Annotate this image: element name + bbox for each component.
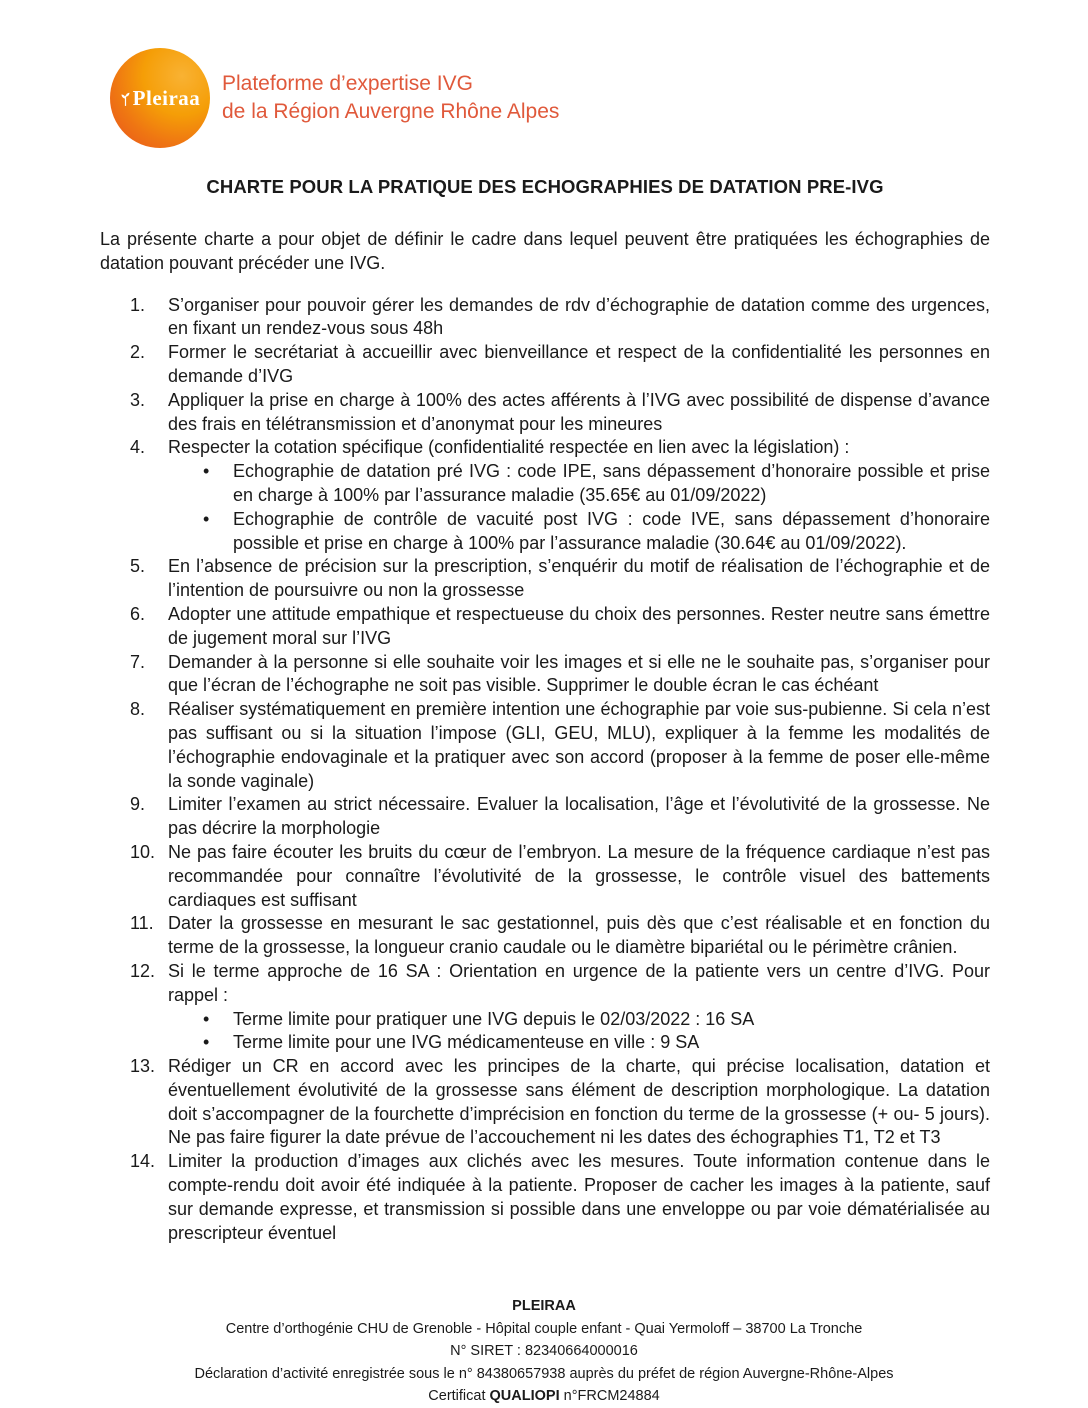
list-item-6	[100, 603, 990, 651]
item-number: 10.	[130, 841, 156, 862]
item-text: Limiter la production d’images aux clichés avec les mesures. Toute information contenue dans le compte-rendu doit avoir été indiquée à la patiente. Proposer de cacher les images à la patiente, sauf sur demande expresse, et transmission si possible dans une enveloppe ou par voie dématérialisée au prescripteur éventuel	[168, 1151, 990, 1243]
item-number: 8.	[130, 699, 146, 720]
sprout-icon	[120, 88, 131, 103]
item-number: 5.	[130, 556, 146, 577]
bullet-icon: •	[203, 461, 210, 482]
item-text: Appliquer la prise en charge à 100% des actes afférents à l’IVG avec possibilité de dispense d’avance des frais en télétransmission et d’anonymat pour les mineures	[168, 389, 990, 434]
bullet-icon: •	[203, 1008, 210, 1029]
item-text: Limiter l’examen au strict nécessaire. Evaluer la localisation, l’âge et l’évolutivité de la grossesse. Ne pas décrire la morphologie	[168, 794, 990, 839]
item-number: 14.	[130, 1151, 156, 1172]
footer-certificate-number: n°FRCM24884	[559, 1388, 660, 1405]
list-item-8	[100, 698, 990, 793]
item-text: Adopter une attitude empathique et respectueuse du choix des personnes. Rester neutre sans émettre de jugement moral sur l’IVG	[168, 603, 990, 648]
sub-item	[168, 460, 990, 508]
document-title: CHARTE POUR LA PRATIQUE DES ECHOGRAPHIES DE DATATION PRE-IVG	[206, 176, 884, 197]
sub-list	[168, 1008, 990, 1056]
logo-text: Pleiraa	[132, 85, 201, 110]
item-text: Demander à la personne si elle souhaite voir les images et si elle ne le souhaite pas, s’organiser pour que l’écran de l’échographe ne soit pas visible. Supprimer le double écran le cas échéant	[168, 651, 990, 696]
list-item-9	[100, 793, 990, 841]
sub-item-text: Echographie de contrôle de vacuité post IVG : code IVE, sans dépassement d’honoraire possible et prise en charge à 100% par l’assurance maladie (30.64€ au 01/09/2022).	[233, 508, 990, 553]
sub-item-text: Terme limite pour une IVG médicamenteuse en ville : 9 SA	[233, 1032, 700, 1053]
footer-org-name: PLEIRAA	[512, 1298, 576, 1315]
sub-list	[168, 460, 990, 555]
charter-list	[100, 294, 990, 1246]
intro-paragraph: La présente charte a pour objet de définir le cadre dans lequel peuvent être pratiquées les échographies de datation pouvant précéder une IVG.	[100, 229, 990, 273]
header	[0, 0, 1088, 150]
list-item-3	[100, 389, 990, 437]
footer-declaration: Déclaration d’activité enregistrée sous le n° 84380657938 auprès du préfet de région Auvergne-Rhône-Alpes	[194, 1365, 894, 1382]
list-item-12	[100, 960, 990, 1055]
item-number: 9.	[130, 794, 146, 815]
list-item-14	[100, 1150, 990, 1245]
tagline-line2: de la Région Auvergne Rhône Alpes	[222, 100, 560, 123]
item-text: Si le terme approche de 16 SA : Orientation en urgence de la patiente vers un centre d’IVG. Pour rappel :	[168, 960, 990, 1005]
item-text: Réaliser systématiquement en première intention une échographie par voie sus-pubienne. Si cela n’est pas suffisant ou si la situation l’impose (GLI, GEU, MLU), expliquer à la femme les modalités de l’échographie endovaginale et la pratiquer avec son accord (proposer à la femme de poser elle-même la sonde vaginale)	[168, 699, 990, 791]
item-number: 3.	[130, 389, 146, 410]
list-item-5	[100, 555, 990, 603]
item-text: Dater la grossesse en mesurant le sac gestationnel, puis dès que c’est réalisable et en fonction du terme de la grossesse, la longueur cranio caudale ou le diamètre bipariétal ou le périmètre crânien.	[168, 913, 990, 958]
item-number: 11.	[130, 913, 154, 934]
footer-certificate-label: QUALIOPI	[489, 1388, 560, 1405]
item-text: Respecter la cotation spécifique (confidentialité respectée en lien avec la législation) :	[168, 437, 850, 458]
footer	[0, 1295, 1088, 1408]
item-text: Rédiger un CR en accord avec les principes de la charte, qui précise localisation, datation et éventuellement évolutivité de la grossesse sans élément de description morphologique. La datation doit s’accompagner de la fourchette d’imprécision en fonction du terme de la grossesse (+ ou- 5 jours). Ne pas faire figurer la date prévue de l’accouchement ni les dates des échographies T1, T2 et T3	[168, 1056, 990, 1148]
sub-item	[168, 1008, 990, 1032]
item-text: En l’absence de précision sur la prescription, s’enquérir du motif de réalisation de l’échographie et de l’intention de poursuivre ou non la grossesse	[168, 556, 990, 601]
logo-inner	[120, 86, 201, 111]
sub-item	[168, 1031, 990, 1055]
list-item-13	[100, 1055, 990, 1150]
footer-siret: N° SIRET : 82340664000016	[450, 1343, 638, 1360]
list-item-1	[100, 294, 990, 342]
item-number: 7.	[130, 651, 146, 672]
tagline	[222, 70, 559, 126]
list-item-2	[100, 341, 990, 389]
list-item-10	[100, 841, 990, 912]
item-number: 6.	[130, 603, 146, 624]
item-text: Former le secrétariat à accueillir avec bienveillance et respect de la confidentialité les personnes en demande d’IVG	[168, 342, 990, 386]
item-number: 13.	[130, 1056, 156, 1077]
list-item-7	[100, 651, 990, 699]
item-number: 1.	[130, 294, 146, 315]
item-text: S’organiser pour pouvoir gérer les demandes de rdv d’échographie de datation comme des urgences, en fixant un rendez-vous sous 48h	[168, 294, 990, 339]
tagline-line1: Plateforme d’expertise IVG	[222, 72, 473, 95]
footer-address: Centre d’orthogénie CHU de Grenoble - Hôpital couple enfant - Quai Yermoloff – 38700 La Tronche	[225, 1320, 863, 1337]
item-text: Ne pas faire écouter les bruits du cœur de l’embryon. La mesure de la fréquence cardiaque n’est pas recommandée pour connaître l’évolutivité de la grossesse, le contrôle visuel des battements cardiaques est suffisant	[168, 841, 990, 910]
bullet-icon: •	[203, 508, 210, 529]
sub-item-text: Terme limite pour pratiquer une IVG depuis le 02/03/2022 : 16 SA	[233, 1008, 755, 1029]
sub-item-text: Echographie de datation pré IVG : code IPE, sans dépassement d’honoraire possible et prise en charge à 100% par l’assurance maladie (35.65€ au 01/09/2022)	[233, 461, 990, 505]
bullet-icon: •	[203, 1032, 210, 1053]
list-item-11	[100, 912, 990, 960]
footer-certificate-prefix: Certificat	[428, 1388, 490, 1405]
pleiraa-logo	[110, 48, 210, 148]
sub-item	[168, 508, 990, 556]
footer-certificate	[0, 1385, 1088, 1408]
list-item-4	[100, 436, 990, 555]
item-number: 2.	[130, 342, 146, 363]
item-number: 4.	[130, 437, 146, 458]
item-number: 12.	[130, 960, 156, 981]
